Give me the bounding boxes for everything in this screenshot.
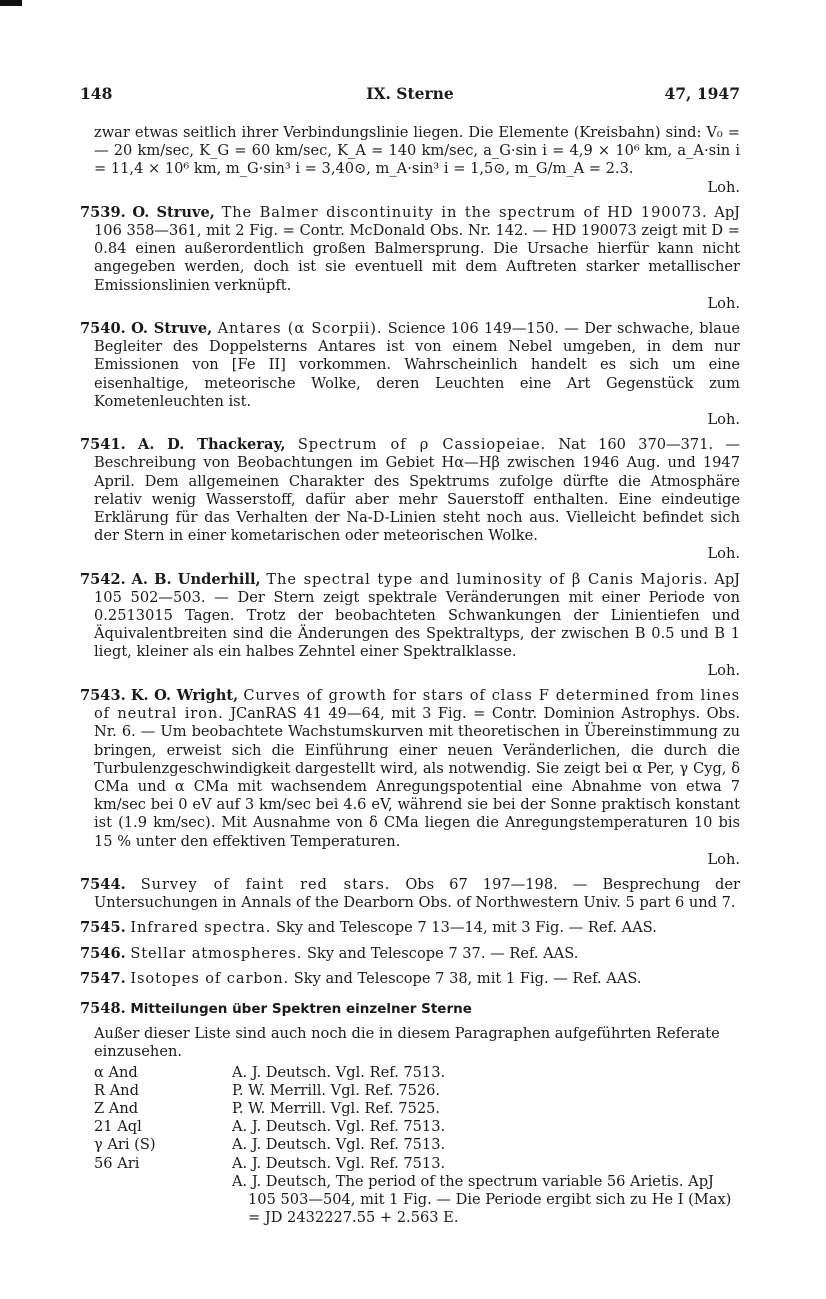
table-row	[94, 1155, 737, 1173]
star-name: γ Ari (S)	[94, 1136, 156, 1154]
abstract-entry	[80, 876, 740, 912]
entry-number: 7539.	[80, 203, 126, 221]
entry-author: A. B. Underhill,	[131, 570, 261, 588]
entry-title: Antares (α Scorpii).	[217, 320, 383, 338]
abstract-entry	[80, 571, 740, 680]
entry-title: Infrared spectra.	[130, 919, 272, 937]
entry-title: Isotopes of carbon.	[130, 969, 290, 987]
entry-number: 7545.	[80, 919, 126, 937]
reviewer: Loh.	[707, 411, 740, 429]
abstract-entry	[80, 919, 740, 937]
star-reference: A. J. Deutsch, The period of the spectrum variable 56 Arietis. ApJ 105 503—504, mit 1 Fig. — Die Periode ergibt sich zu He I (Max) = JD 2432227.55 + 2.563 E.	[232, 1172, 732, 1227]
entry-title: Survey of faint red stars.	[140, 875, 391, 893]
table-row	[94, 1136, 737, 1154]
entry-title: The spectral type and luminosity of β Canis Majoris.	[266, 570, 709, 588]
abstract-list	[80, 204, 740, 988]
entry-citation: ApJ 106 358—361, mit 2 Fig. = Contr. McDonald Obs. Nr. 142. — HD 190073 zeigt mit D = 0.84 einen außerordentlich großen Balmersprung. Die Ursache hierfür kann nicht angegeben werden, doch ist sie eventuell mit dem Auftreten starker metallischer Emissionslinien verknüpft.	[94, 203, 741, 294]
section-entry	[80, 1000, 740, 1018]
star-name: 56 Ari	[94, 1154, 140, 1172]
abstract-entry	[80, 945, 740, 963]
star-name: α And	[94, 1063, 138, 1081]
reviewer: Loh.	[707, 661, 740, 679]
star-name	[94, 1173, 232, 1228]
star-reference-table	[94, 1064, 737, 1228]
entry-citation: Nat 160 370—371. — Beschreibung von Beobachtungen im Gebiet Hα—Hβ zwischen 1946 Aug. und 1947 April. Dem allgemeinen Charakter des Spektrums zufolge dürfte die Atmosphäre relativ wenig Wasserstoff, dafür aber mehr Sauerstoff enthalten. Eine eindeutige Erklärung für das Verhalten der Na-D-Linien steht noch aus. Vielleicht befindet sich der Stern in einer kometarischen oder meteorischen Wolke.	[94, 436, 741, 545]
continued-abstract	[80, 124, 740, 197]
abstract-entry	[80, 687, 740, 869]
star-reference: P. W. Merrill. Vgl. Ref. 7526.	[232, 1081, 441, 1099]
star-name: 21 Aql	[94, 1118, 142, 1136]
entry-number: 7548.	[80, 999, 126, 1017]
entry-citation: Sky and Telescope 7 37. — Ref. AAS.	[306, 944, 579, 962]
page-body	[80, 124, 740, 1227]
entry-title: Stellar atmospheres.	[130, 944, 303, 962]
table-row	[94, 1082, 737, 1100]
entry-citation: Sky and Telescope 7 13—14, mit 3 Fig. — Ref. AAS.	[275, 919, 657, 937]
table-row	[94, 1118, 737, 1136]
entry-number: 7540.	[80, 320, 126, 338]
entry-citation: Obs 67 197—198. — Besprechung der Untersuchungen in Annals of the Dearborn Obs. of Northwestern Univ. 5 part 6 und 7.	[94, 875, 740, 912]
entry-author: O. Struve,	[131, 320, 213, 338]
table-row	[94, 1064, 737, 1082]
entry-number: 7543.	[80, 686, 126, 704]
section-intro: Außer dieser Liste sind auch noch die in diesem Paragraphen aufgeführten Referate einzusehen.	[94, 1025, 720, 1061]
page-number: 148	[80, 84, 113, 103]
star-reference: A. J. Deutsch. Vgl. Ref. 7513.	[232, 1136, 446, 1154]
star-reference: P. W. Merrill. Vgl. Ref. 7525.	[232, 1099, 441, 1117]
entry-author: K. O. Wright,	[130, 686, 239, 704]
entry-citation: ApJ 105 502—503. — Der Stern zeigt spektrale Veränderungen mit einer Periode von 0.2513015 Tagen. Trotz der beobachteten Schwankungen der Linientiefen und Äquivalentbreiten sind die Änderungen des Spektraltyps, der zwischen B 0.5 und B 1 liegt, kleiner als ein halbes Zehntel einer Spektralklasse.	[94, 570, 741, 661]
star-reference: A. J. Deutsch. Vgl. Ref. 7513.	[232, 1063, 446, 1081]
entry-number: 7541.	[80, 436, 126, 454]
abstract-entry	[80, 204, 740, 313]
table-row	[94, 1173, 737, 1228]
entry-title: The Balmer discontinuity in the spectrum of HD 190073.	[221, 203, 708, 221]
abstract-entry	[80, 436, 740, 563]
entry-author: A. D. Thackeray,	[138, 436, 286, 454]
entry-number: 7547.	[80, 969, 126, 987]
entry-citation: Sky and Telescope 7 38, mit 1 Fig. — Ref. AAS.	[293, 969, 642, 987]
section-title: Mitteilungen über Spektren einzelner Sterne	[130, 1000, 472, 1017]
reviewer: Loh.	[707, 294, 740, 312]
entry-title: Curves of growth for stars of class F determined from lines of neutral iron.	[94, 686, 741, 723]
entry-title: Spectrum of ρ Cassiopeiae.	[297, 436, 547, 454]
entry-number: 7546.	[80, 944, 126, 962]
reviewer: Loh.	[707, 178, 740, 196]
reviewer: Loh.	[707, 850, 740, 868]
star-name: Z And	[94, 1099, 139, 1117]
entry-citation: JCanRAS 41 49—64, mit 3 Fig. = Contr. Dominion Astrophys. Obs. Nr. 6. — Um beobachtete Wachstumskurven mit theoretischen in Übereinstimmung zu bringen, erweist sich die Einführung einer neuen Veränderlichen, die durch die Turbulenzgeschwindigkeit dargestellt wird, als notwendig. Sie zeigt bei α Per, γ Cyg, δ CMa und α CMa mit wachsendem Anregungspotential eine Abnahme von etwa 7 km/sec bei 0 eV auf 3 km/sec bei 4.6 eV, während sie bei der Sonne praktisch konstant ist (1.9 km/sec). Mit Ausnahme von δ CMa liegen die Anregungstemperaturen 10 bis 15 % unter den effektiven Temperaturen.	[94, 705, 741, 850]
volume-year: 47, 1947	[664, 84, 740, 103]
entry-citation: Science 106 149—150. — Der schwache, blaue Begleiter des Doppelsterns Antares ist von einem Nebel umgeben, in dem nur Emissionen von [Fe II] vorkommen. Wahrscheinlich handelt es sich um eine eisenhaltige, meteorische Wolke, deren Leuchten eine Art Gegenstück zum Kometenleuchten ist.	[94, 320, 741, 410]
star-reference: A. J. Deutsch. Vgl. Ref. 7513.	[232, 1118, 446, 1136]
star-reference: A. J. Deutsch. Vgl. Ref. 7513.	[232, 1154, 446, 1172]
chapter-title: IX. Sterne	[366, 84, 454, 103]
table-row	[94, 1100, 737, 1118]
page-header	[80, 84, 740, 106]
entry-author: O. Struve,	[132, 203, 215, 221]
entry-number: 7544.	[80, 875, 126, 893]
star-name: R And	[94, 1081, 139, 1099]
abstract-entry	[80, 970, 740, 988]
reviewer: Loh.	[707, 545, 740, 563]
scan-corner-mark	[0, 0, 22, 6]
entry-number: 7542.	[80, 570, 126, 588]
abstract-text: zwar etwas seitlich ihrer Verbindungslinie liegen. Die Elemente (Kreisbahn) sind: V₀ = — 20 km/sec, K_G = 60 km/sec, K_A = 140 km/sec, a_G·sin i = 4,9 × 10⁶ km, a_A·sin i = 11,4 × 10⁶ km, m_G·sin³ i = 3,40⊙, m_A·sin³ i = 1,5⊙, m_G/m_A = 2.3.	[94, 124, 740, 178]
abstract-entry	[80, 320, 740, 429]
